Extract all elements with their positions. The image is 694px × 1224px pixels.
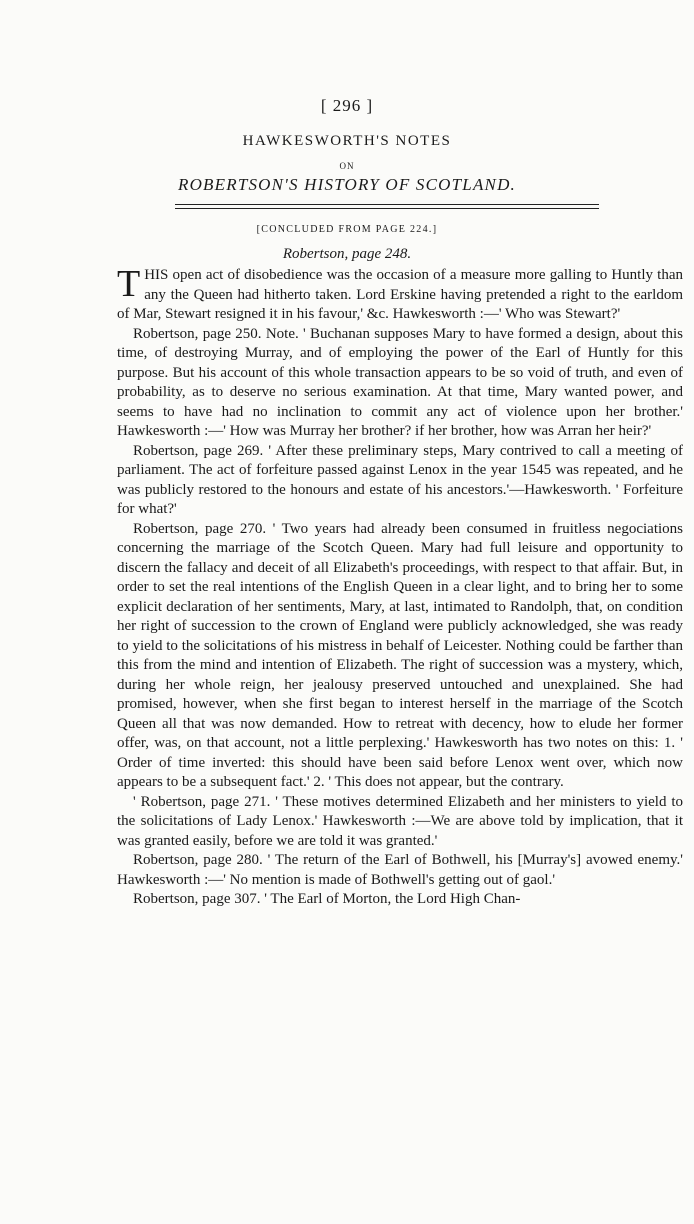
continuation-note: [CONCLUDED FROM PAGE 224.] [256,224,438,235]
page-number: [ 296 ] [320,96,374,115]
page-subtitle: ROBERTSON'S HISTORY OF SCOTLAND. [178,175,516,194]
paragraph-6: Robertson, page 280. ' The return of the Earl of Bothwell, his [Murray's] avowed enemy.' Hawkesworth :—' No mention is made of Bothwell's getting out of gaol.' [117,852,683,888]
title-rule-top [175,204,599,205]
paragraph-2: Robertson, page 250. Note. ' Buchanan supposes Mary to have formed a design, about this time, of destroying Murray, and of employing the power of the Earl of Huntly for this purpose. But his account of this whole transaction appears to be so void of truth, and even of probability, as to deserve no serious examination. At that time, Mary wanted power, and seems to have had no inclination to commit any act of violence upon her brother.' Hawkesworth :—' How was Murray her brother? if her brother, how was Arran her heir?' [117,325,683,439]
paragraph-1 [117,263,683,325]
body-text [117,263,683,910]
title-connector: ON [339,161,355,171]
page-title: HAWKESWORTH'S NOTES [242,133,452,149]
paragraph-text: HIS open act of disobedience was the occasion of a measure more galling to Huntly than any the Queen had hitherto taken. Lord Erskine having pretended a right to the earldom of Mar, Stewart resigned it in his favour,' &c. Hawkesworth :—' Who was Stewart?' [117,267,683,322]
paragraph-3: Robertson, page 269. ' After these preliminary steps, Mary contrived to call a meeting of parliament. The act of forfeiture passed against Lenox in the year 1545 was repeated, and he was publicly restored to the honours and estate of his ancestors.'—Hawkesworth. ' Forfeiture for what?' [117,442,683,517]
paragraph-7: Robertson, page 307. ' The Earl of Morton, the Lord High Chan- [133,891,521,907]
section-heading: Robertson, page 248. [282,246,412,262]
paragraph-5: ' Robertson, page 271. ' These motives determined Elizabeth and her ministers to yield to the solicitations of Lady Lenox.' Hawkesworth :—We are above told by implication, that it was granted easily, before we are told it was granted.' [117,793,683,849]
drop-cap: T [117,263,141,305]
title-rule-bottom [175,208,599,209]
paragraph-4: Robertson, page 270. ' Two years had already been consumed in fruitless negociations concerning the marriage of the Scotch Queen. Mary had full leisure and opportunity to discern the fallacy and deceit of all Elizabeth's proceedings, with respect to that affair. But, in order to set the real intentions of the English Queen in a clear light, and to bring her to some explicit declaration of her sentiments, Mary, at last, intimated to Randolph, that, on condition her right of succession to the crown of England were publicly acknowledged, she was ready to yield to the solicitations of his mistress in behalf of Leicester. Nothing could be farther than this from the mind and intention of Elizabeth. The right of succession was a mystery, which, during her whole reign, her jealousy preserved untouched and unexplained. She had promised, however, when she first began to interest herself in the marriage of the Scotch Queen all that was now demanded. How to retreat with decency, how to elude her former offer, was, on that account, not a little perplexing.' Hawkesworth has two notes on this: 1. ' Order of time inverted: this should have been said before Lenox went over, which now appears to be a subsequent fact.' 2. ' This does not appear, but the contrary. [117,520,683,790]
